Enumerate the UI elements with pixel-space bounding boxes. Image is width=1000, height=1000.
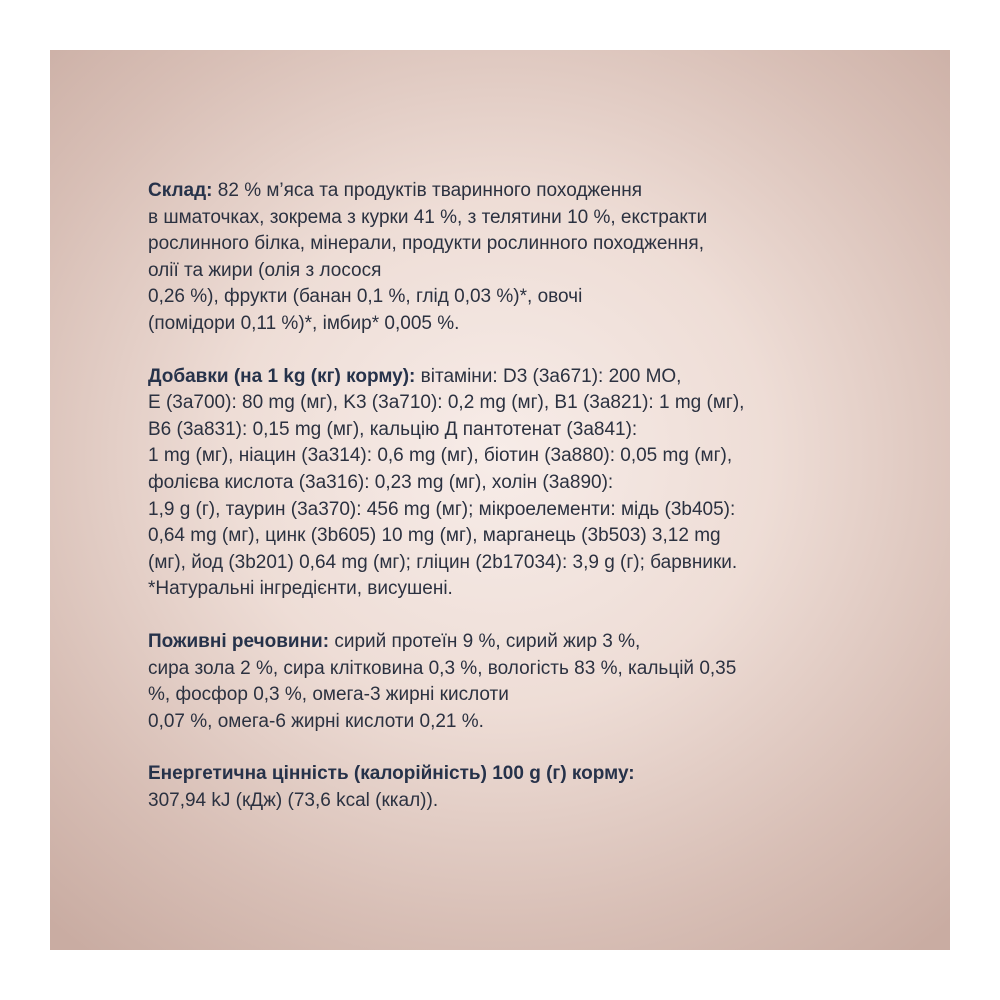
label-panel [50,50,950,950]
composition-line: (помідори 0,11 %)*, імбир* 0,005 %. [148,312,460,334]
additives-line: 1 mg (мг), ніацин (3a314): 0,6 mg (мг), біотин (3a880): 0,05 mg (мг), [148,445,733,467]
additives-line: E (3a700): 80 mg (мг), K3 (3a710): 0,2 mg (мг), B1 (3a821): 1 mg (мг), [148,392,745,414]
composition-section [148,178,848,338]
energy-line: 307,94 kJ (кДж) (73,6 kcal (ккал)). [148,789,439,811]
nutrients-heading: Поживні речовини: [148,630,330,652]
nutrients-line: сира зола 2 %, сира клітковина 0,3 %, вологість 83 %, кальцій 0,35 [148,657,737,679]
additives-line: вітаміни: D3 (3a671): 200 МО, [415,365,682,387]
composition-first-line [148,178,848,205]
additives-line: B6 (3a831): 0,15 mg (мг), кальцію Д пантотенат (3a841): [148,418,638,440]
composition-line: в шматочках, зокрема з курки 41 %, з телятини 10 %, екстракти [148,206,708,228]
nutrients-line: сирий протеїн 9 %, сирий жир 3 %, [329,630,641,652]
additives-line: 0,64 mg (мг), цинк (3b605) 10 mg (мг), марганець (3b503) 3,12 mg [148,525,721,547]
energy-section [148,761,848,814]
composition-line: 0,26 %), фрукти (банан 0,1 %, глід 0,03 %)*, овочі [148,286,583,308]
additives-first-line [148,364,848,391]
additives-line: фолієва кислота (3a316): 0,23 mg (мг), холін (3a890): [148,471,614,493]
nutrients-line: %, фосфор 0,3 %, омега-3 жирні кислоти [148,684,509,706]
nutrients-first-line [148,629,848,656]
label-text [148,178,848,814]
composition-line: олії та жири (олія з лосося [148,259,382,281]
composition-heading: Склад: [148,180,213,201]
additives-line: 1,9 g (г), таурин (3a370): 456 mg (мг); мікроелементи: мідь (3b405): [148,498,736,520]
additives-section [148,364,848,603]
nutrients-line: 0,07 %, омега-6 жирні кислоти 0,21 %. [148,710,484,732]
composition-line: рослинного білка, мінерали, продукти рослинного походження, [148,233,704,255]
energy-heading: Енергетична цінність (калорійність) 100 g (г) корму: [148,763,635,785]
additives-line: (мг), йод (3b201) 0,64 mg (мг); гліцин (2b17034): 3,9 g (г); барвники. [148,551,738,573]
additives-heading: Добавки (на 1 kg (кг) корму): [148,365,416,387]
composition-line: 82 % м’яса та продуктів тваринного походження [212,180,642,201]
nutrients-section [148,629,848,735]
footnote-line: *Натуральні інгредієнти, висушені. [148,578,453,600]
